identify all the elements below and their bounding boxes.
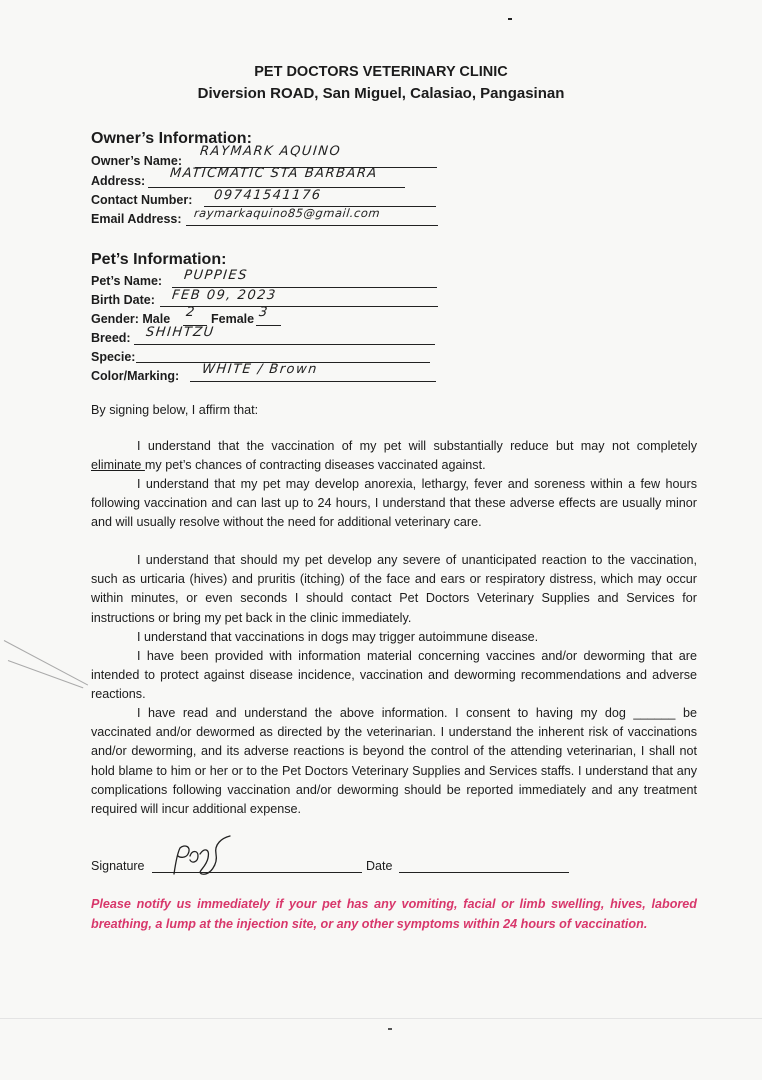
color-row [91,367,179,385]
birth-date-value[interactable]: FEB 09, 2023 [171,288,278,303]
breed-label: Breed: [91,331,131,345]
affirm-p1-underlined: eliminate [91,458,145,473]
owner-name-row [91,152,182,170]
affirm-p2-text: I understand that my pet may develop anorexia, lethargy, fever and soreness within a few hours following vaccination and can last up to 24 hours, I understand that these adverse effects are usually minor and will usually resolve without the need for additional veterinary care. [91,477,697,530]
affirm-paragraph-1 [91,437,697,475]
address-label: Address: [91,174,146,188]
clinic-name: PET DOCTORS VETERINARY CLINIC [254,64,508,80]
birth-date-label: Birth Date: [91,293,155,307]
signature-label: Signature [91,859,145,873]
breed-value[interactable]: SHIHTZU [145,325,216,340]
female-row [211,310,254,328]
date-line[interactable] [399,872,569,873]
date-row [366,857,392,875]
birth-date-row [91,291,155,309]
affirm-paragraph-2 [91,475,697,533]
pet-section-title: Pet’s Information: [91,251,227,268]
owner-name-value[interactable]: RAYMARK AQUINO [199,144,342,159]
affirm-p1-tail: my pet’s chances of contracting diseases vaccinated against. [144,458,486,473]
email-value[interactable]: raymarkaquino85@gmail.com [193,206,381,220]
male-count-value[interactable]: 2 [185,305,197,320]
pet-name-label: Pet’s Name: [91,274,163,288]
affirm-p5-text: I have been provided with information material concerning vaccines and/or deworming that are intended to protect against disease incidence, vaccination and deworming recommendations and adverse reactions. [91,649,697,702]
email-line [186,225,438,226]
affirm-paragraph-5 [91,647,697,705]
specie-row [91,348,135,366]
owner-name-label: Owner’s Name: [91,154,183,168]
email-label: Email Address: [91,212,182,226]
affirm-p1-text: I understand that the vaccination of my pet will substantially reduce but may not completely [137,439,697,453]
female-line [256,325,281,326]
affirm-p3-text: I understand that should my pet develop any severe of unanticipated reaction to the vaccination, such as urticaria (hives) and pruritis (itching) of the face and ears or respiratory distress, which may occur within minutes, or even seconds I should contact Pet Doctors Veterinary Supplies and Services for instructions or bring my pet back in the clinic immediately. [91,553,697,625]
color-value[interactable]: WHITE / Brown [201,362,319,377]
scan-mark [8,660,84,688]
address-row [91,172,145,190]
breed-row [91,329,131,347]
affirm-p6-text: I have read and understand the above information. I consent to having my dog ______ be vaccinated and/or dewormed as directed by the veterinarian. I understand the inherent risk of vaccinations and/or deworming, and its adverse reactions is beyond the control of the attending veterinarian, I shall not hold blame to him or her or to the Pet Doctors Veterinary Supplies and Services staffs. I understand that any complications following vaccination and/or deworming should be reported immediately and any treatment required will incur additional expense. [91,706,697,817]
pet-name-row [91,272,162,290]
owner-section-title: Owner’s Information: [91,130,252,147]
breed-line [134,344,435,345]
color-line [190,381,436,382]
signature-scribble [166,834,236,880]
email-row [91,210,182,228]
speck [508,18,512,20]
post-vaccination-notice: Please notify us immediately if your pet has any vomiting, facial or limb swelling, hives, labored breathing, a lump at the injection site, or any other symptoms within 24 hours of vaccination. [91,897,697,931]
signature-row [91,857,145,875]
pet-name-value[interactable]: PUPPIES [183,268,249,283]
affirm-intro: By signing below, I affirm that: [91,403,259,417]
female-label: Female [211,312,255,326]
female-count-value[interactable]: 3 [258,305,270,320]
affirm-paragraph-6 [91,704,697,819]
gender-male-label: Gender: Male [91,312,171,326]
birth-date-line [160,306,438,307]
clinic-address: Diversion ROAD, San Miguel, Calasiao, Pangasinan [197,85,565,102]
speck [388,1028,392,1030]
date-label: Date [366,859,393,873]
specie-label: Specie: [91,350,136,364]
affirm-paragraph-4 [91,628,697,647]
address-value[interactable]: MATICMATIC STA BARBARA [169,166,379,181]
contact-row [91,191,192,209]
contact-value[interactable]: 09741541176 [213,188,323,203]
contact-label: Contact Number: [91,193,193,207]
color-label: Color/Marking: [91,369,180,383]
scan-edge [0,1018,762,1019]
affirm-p4-text: I understand that vaccinations in dogs may trigger autoimmune disease. [137,630,539,644]
affirm-paragraph-3 [91,551,697,628]
